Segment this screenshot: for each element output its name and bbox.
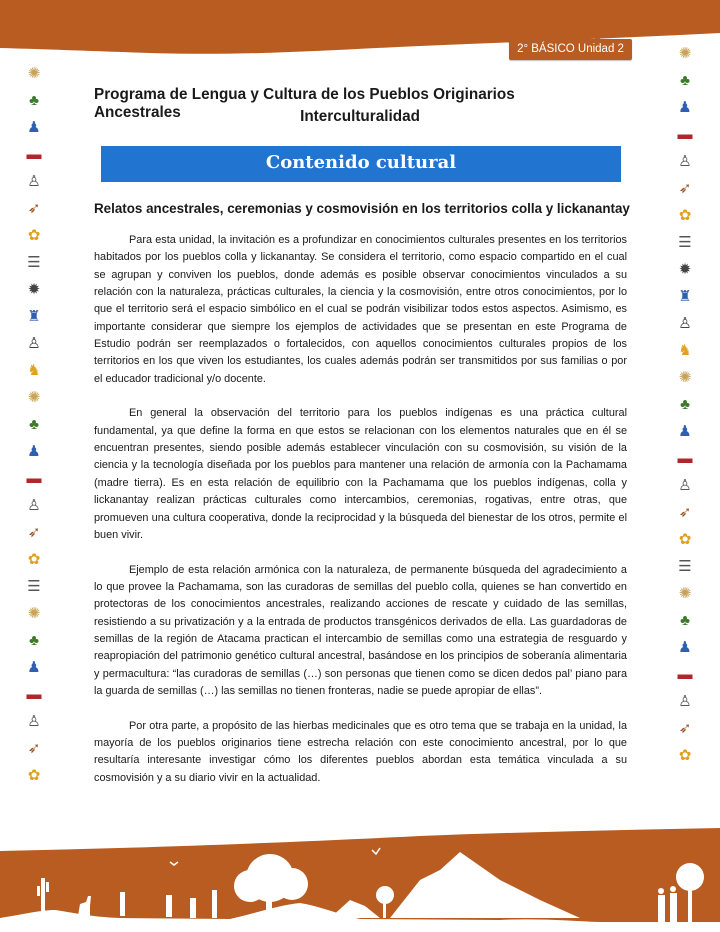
- condor-icon: ➶: [678, 504, 692, 521]
- flower-icon: ✿: [678, 207, 692, 224]
- sun-disc-icon: ✺: [678, 45, 692, 62]
- blue-figure-icon: ♟: [678, 639, 692, 656]
- sun-disc-icon: ✺: [27, 65, 41, 82]
- frog-icon: ♣: [29, 92, 39, 109]
- fox-icon: ▬: [26, 146, 42, 163]
- sun-rays-icon: ✹: [27, 281, 41, 298]
- person-icon: ♙: [678, 693, 692, 710]
- frog-icon: ♣: [680, 612, 690, 629]
- person-hat-icon: ♙: [27, 335, 41, 352]
- right-icon-column: [670, 40, 700, 769]
- paragraph: Por otra parte, a propósito de las hierbas medicinales que es otro tema que se trabaja en la unidad, la mayoría de los pueblos originarios tiene estrecha relación con este conocimiento ancestral, por lo que resultaría interesante investigar cómo los diferentes pueblos abordan esta temática vinculada a su cosmovisión y a su diario vivir en la actualidad.: [94, 719, 627, 784]
- sun-rays-icon: ✹: [678, 261, 692, 278]
- person-icon: ♙: [27, 497, 41, 514]
- fox-icon: ▬: [26, 470, 42, 487]
- llama-icon: ♞: [678, 342, 692, 359]
- condor-icon: ➶: [27, 524, 41, 541]
- blue-figure-icon: ♟: [27, 119, 41, 136]
- pot-icon: ☰: [27, 578, 41, 595]
- person-icon: ♙: [27, 713, 41, 730]
- paragraph: Ejemplo de esta relación armónica con la naturaleza, de permanente búsqueda del agradecimiento a lo que provee la Pachamama, son las curadoras de semillas del pueblo colla, quienes se han convertido en protectoras de los conocimientos ancestrales, realizando acciones de rescate y cuidado de las semillas, resistiendo a su privatización y a la entrada de productos transgénicos derivados de ella. Las guardadoras de semillas de la región de Atacama practican el intercambio de semillas como una estrategia de resguardo y reapropiación del patrimonio genético cultural ancestral, basándose en los principios de soberanía alimentaria y permacultura: “las curadoras de semillas (…) son personas que tienen como se dicen dedos pal’ piano para la guarda de semillas (…) las semillas no tienen fronteras, nadie se puede apropiar de ellas”.: [94, 563, 627, 697]
- person-icon: ♙: [678, 477, 692, 494]
- sun-disc-icon: ✺: [27, 389, 41, 406]
- condor-icon: ➶: [678, 720, 692, 737]
- sun-disc-icon: ✺: [678, 369, 692, 386]
- blue-figure-icon: ♟: [27, 659, 41, 676]
- condor-icon: ➶: [27, 200, 41, 217]
- llama-icon: ♞: [27, 362, 41, 379]
- frog-icon: ♣: [680, 396, 690, 413]
- section-banner: Contenido cultural: [101, 146, 621, 182]
- blue-figure-icon: ♟: [678, 99, 692, 116]
- flower-icon: ✿: [27, 227, 41, 244]
- pot-icon: ☰: [678, 558, 692, 575]
- pot-icon: ☰: [27, 254, 41, 271]
- program-title: Programa de Lengua y Cultura de los Pueblos Originarios Ancestrales: [94, 86, 515, 121]
- person-icon: ♙: [27, 173, 41, 190]
- paragraph: En general la observación del territorio para los pueblos indígenas es una práctica cultural fundamental, ya que define la forma en que estos se relacionan con los elementos naturales que en él se encuentran presentes, siendo posible además establecer vinculación con su cosmovisión, su visión de la ciencia y la tecnología diseñada por los pueblos para mantener una relación de armonía con la Pachamama (madre tierra). Es en esta relación de equilibrio con la Pachamama que los pueblos indígenas, colla y lickanantay realizan prácticas culturales como intercambios, ceremonias, rogativas, entre otras, que promueven una cultura cooperativa, donde la reciprocidad y la búsqueda del bienestar de los otros, permite el buen vivir.: [94, 407, 627, 541]
- flower-icon: ✿: [27, 767, 41, 784]
- flower-icon: ✿: [678, 531, 692, 548]
- condor-icon: ➶: [678, 180, 692, 197]
- frog-icon: ♣: [29, 632, 39, 649]
- sun-disc-icon: ✺: [27, 605, 41, 622]
- body-text: [94, 232, 627, 804]
- fox-icon: ▬: [677, 450, 693, 467]
- program-subtitle: Interculturalidad: [300, 108, 420, 125]
- unit-tag: 2° BÁSICO Unidad 2: [509, 39, 632, 60]
- blue-mask-icon: ♜: [678, 288, 692, 305]
- person-hat-icon: ♙: [678, 315, 692, 332]
- flower-icon: ✿: [27, 551, 41, 568]
- person-icon: ♙: [678, 153, 692, 170]
- paragraph: Para esta unidad, la invitación es a profundizar en conocimientos culturales presentes en los territorios habitados por los pueblos colla y lickanantay. Se considera el territorio, como espacio compartido en el cual se agrupan y conviven los pueblos, donde además es posible observar conocimientos vinculados a su relación con la naturaleza, prácticas culturales, la ciencia y la cosmovisión, entre otros conocimientos, por lo que el territorio será el espacio simbólico en el cual se podrán visibilizar todos estos aspectos. Asimismo, es importante considerar que siempre los ejemplos de actividades que se presentan en este Programa de Estudio podrán ser reemplazados o fortalecidos, con aquellos conocimientos culturales propios de los territorios en los que viven los estudiantes, los cuales además podrán ser transmitidos por sus familias o por el educador tradicional y/o docente.: [94, 234, 627, 385]
- fox-icon: ▬: [677, 666, 693, 683]
- frog-icon: ♣: [680, 72, 690, 89]
- flower-icon: ✿: [678, 747, 692, 764]
- sun-disc-icon: ✺: [678, 585, 692, 602]
- blue-mask-icon: ♜: [27, 308, 41, 325]
- fox-icon: ▬: [26, 686, 42, 703]
- section-heading: Relatos ancestrales, ceremonias y cosmovisión en los territorios colla y lickanantay: [94, 201, 630, 216]
- blue-figure-icon: ♟: [27, 443, 41, 460]
- fox-icon: ▬: [677, 126, 693, 143]
- left-icon-column: [19, 60, 49, 789]
- footer-landscape-band: [0, 825, 720, 932]
- frog-icon: ♣: [29, 416, 39, 433]
- condor-icon: ➶: [27, 740, 41, 757]
- pot-icon: ☰: [678, 234, 692, 251]
- blue-figure-icon: ♟: [678, 423, 692, 440]
